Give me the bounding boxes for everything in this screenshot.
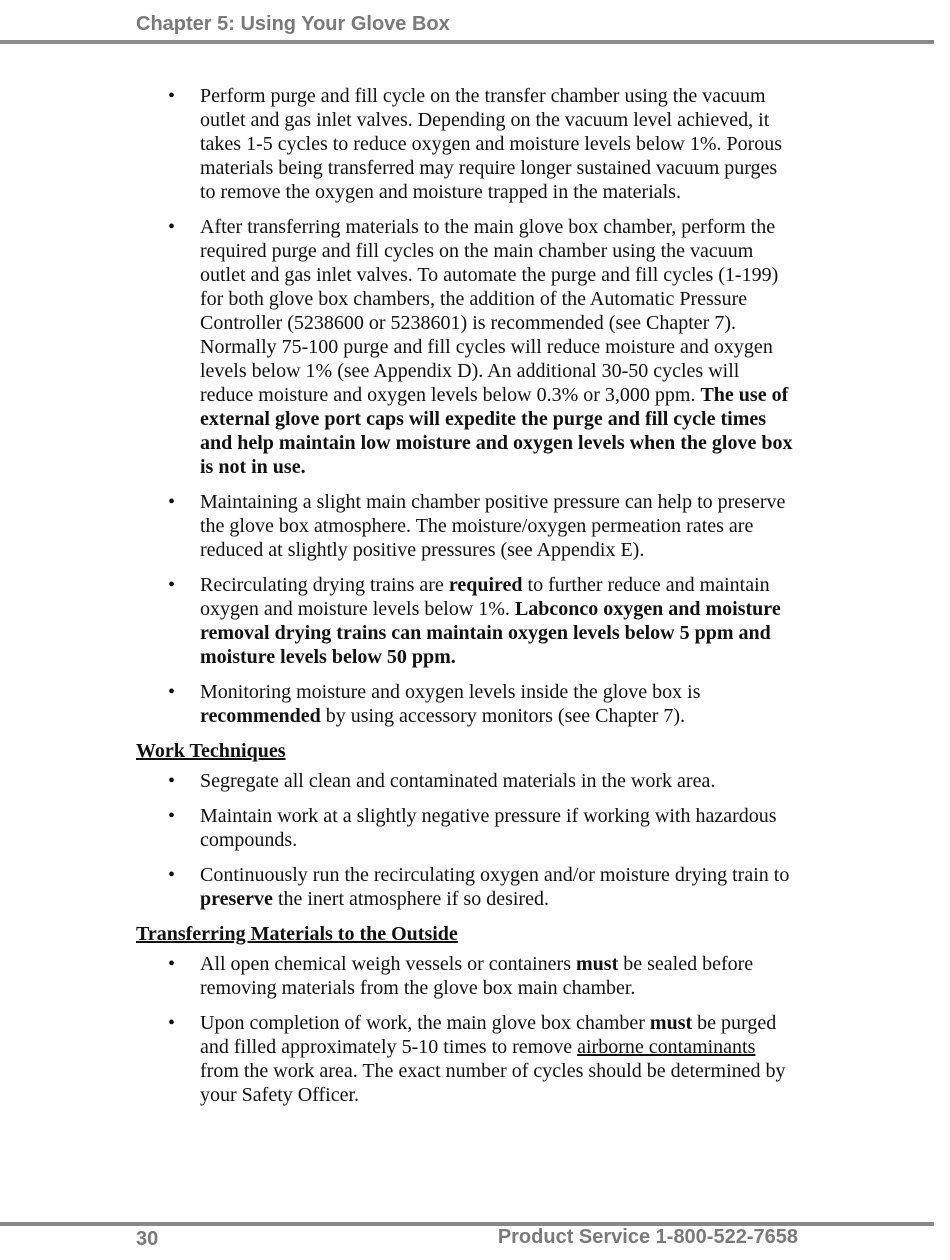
list-item <box>136 952 796 1000</box>
list-item-text: must <box>576 953 619 975</box>
list-item-text: the inert atmosphere if so desired. <box>272 888 549 910</box>
transferring-heading: Transferring Materials to the Outside <box>136 923 458 945</box>
list-item-text: Labconco oxygen and moisture removal drying trains can maintain oxygen levels below 5 ppm and moisture levels below 50 ppm. <box>200 598 781 668</box>
list-item-text: must <box>649 1012 693 1034</box>
bullet-icon: • <box>168 574 176 596</box>
intro-list <box>136 84 796 728</box>
page-number: 30 <box>136 1228 159 1250</box>
bullet-icon: • <box>168 491 176 513</box>
list-item-text: be purged and filled approximately 5-10 times to remove <box>200 1012 777 1058</box>
bullet-icon: • <box>168 1012 176 1034</box>
list-item-text: by using accessory monitors (see Chapter 7). <box>320 705 686 727</box>
list-item-text: airborne contaminants <box>577 1036 756 1058</box>
list-item-text: preserve <box>200 888 273 910</box>
transferring-list <box>136 952 796 1107</box>
list-item-text: After transferring materials to the main glove box chamber, perform the required purge and fill cycles on the main chamber using the vacuum outlet and gas inlet valves. To automate the purge and fill cycles (1-199) for both glove box chambers, the addition of the Automatic Pressure Controller (5238600 or 5238601) is recommended (see Chapter 7). Normally 75-100 purge and fill cycles will reduce moisture and oxygen levels below 1% (see Appendix D). An additional 30-50 cycles will reduce moisture and oxygen levels below 0.3% or 3,000 ppm. <box>200 216 779 406</box>
list-item-text: Monitoring moisture and oxygen levels inside the glove box is <box>200 681 701 703</box>
page-content <box>136 84 796 1118</box>
list-item <box>136 1011 796 1107</box>
list-item <box>136 804 796 852</box>
list-item <box>136 84 796 204</box>
list-item <box>136 215 796 479</box>
bullet-icon: • <box>168 85 176 107</box>
list-item-text: required <box>448 574 523 596</box>
list-item-text: from the work area. The exact number of cycles should be determined by your Safety Officer. <box>200 1060 786 1106</box>
list-item-text: be sealed before removing materials from the glove box main chamber. <box>200 953 754 999</box>
list-item-text: to further reduce and maintain oxygen and moisture levels below 1%. <box>200 574 770 620</box>
bullet-icon: • <box>168 770 176 792</box>
work-techniques-heading: Work Techniques <box>136 740 286 762</box>
list-item-text: Continuously run the recirculating oxygen and/or moisture drying train to <box>200 864 790 886</box>
product-service-phone: Product Service 1-800-522-7658 <box>497 1226 798 1248</box>
work-techniques-list <box>136 769 796 911</box>
chapter-title: Chapter 5: Using Your Glove Box <box>136 13 450 35</box>
list-item <box>136 490 796 562</box>
list-item-text: Upon completion of work, the main glove box chamber <box>200 1012 650 1034</box>
list-item <box>136 680 796 728</box>
header-rule <box>0 40 934 44</box>
list-item-text: Recirculating drying trains are <box>200 574 449 596</box>
list-item <box>136 863 796 911</box>
list-item-text: Maintain work at a slightly negative pressure if working with hazardous compounds. <box>200 805 777 851</box>
list-item-text: Perform purge and fill cycle on the transfer chamber using the vacuum outlet and gas inlet valves. Depending on the vacuum level achieved, it takes 1-5 cycles to reduce oxygen and moisture levels below 1%. Porous materials being transferred may require longer sustained vacuum purges to remove the oxygen and moisture trapped in the materials. <box>200 85 783 203</box>
bullet-icon: • <box>168 805 176 827</box>
list-item-text: All open chemical weigh vessels or containers <box>200 953 576 975</box>
list-item-text: The use of external glove port caps will expedite the purge and fill cycle times and help maintain low moisture and oxygen levels when the glove box is not in use. <box>200 384 793 478</box>
list-item-text: Maintaining a slight main chamber positive pressure can help to preserve the glove box atmosphere. The moisture/oxygen permeation rates are reduced at slightly positive pressures (see Appendix E). <box>200 491 786 561</box>
bullet-icon: • <box>168 681 176 703</box>
list-item-text: Segregate all clean and contaminated materials in the work area. <box>200 770 716 792</box>
bullet-icon: • <box>168 864 176 886</box>
list-item <box>136 769 796 793</box>
list-item <box>136 573 796 669</box>
bullet-icon: • <box>168 216 176 238</box>
bullet-icon: • <box>168 953 176 975</box>
list-item-text: recommended <box>200 705 321 727</box>
